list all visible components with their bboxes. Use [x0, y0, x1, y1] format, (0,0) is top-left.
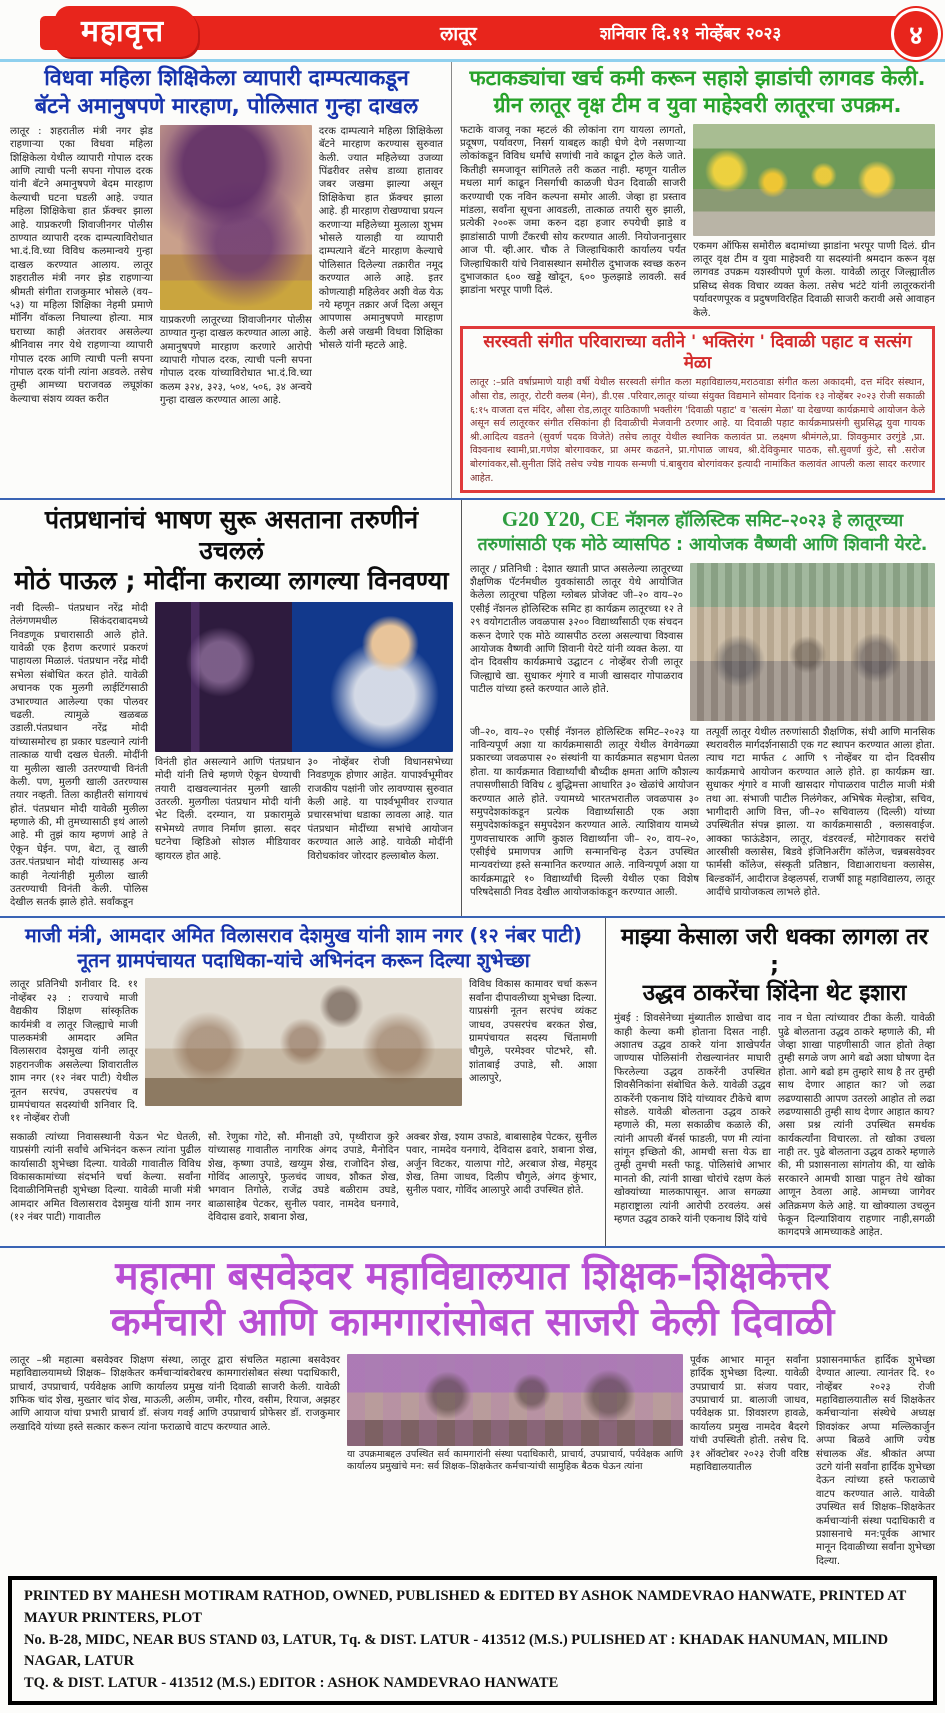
edition-date: शनिवार दि.११ नोव्हेंबर २०२३: [600, 24, 782, 44]
article-modi-speech: [0, 500, 462, 915]
deshmukh-colC: अक्बर शेख, श्याम उफाडे, बाबासाहेब पेटकर, सुनील पवार, नामदेव यनगाये, देविदास ढवारे, शबाना शेख, अर्जुन विटकर, यालापा गोटे, अरबाज शेख, मेहमूद शेख, तिमा जाधव, दिलीप चौगुले, अंगद कुंभार, सुनील पवार, गोविंद आलापुरे आदी उपस्थित होते.: [406, 1131, 597, 1197]
article-g20-summit: [462, 500, 945, 915]
deshmukh-colA: सकाळी त्यांच्या निवासस्थानी येऊन भेट घेतली, याप्रसंगी त्यांनी सर्वांचे अभिनंदन करून त्यांना पुढील कार्यासाठी शुभेच्छा दिल्या. यावेळी गावातील विविध विकासकामांच्या संदर्भाने चर्चा केल्या. सर्वांना दिवाळीनिमित्तही शुभेच्छा दिल्या. यावेळी माजी मंत्री आमदार अमित विलासराव देशमुख यांनी शाम नगर (१२ नंबर पाटी) गावातील: [10, 1131, 201, 1224]
widow-col2: याप्रकरणी लातूरच्या शिवाजीनगर पोलीस ठाण्यात गुन्हा दाखल करण्यात आला आहे. अमानुषपणे मारहाण करणारे आरोपी व्यापारी गोपाल दरक, त्याची पत्नी सपना गोपाल दरक यांच्याविरोधात भा.दं.वि.च्या कलम ३२४, ३२३, ५०४, ५०६, ३४ अन्वये गुन्हा दाखल करण्यात आला आहे.: [159, 314, 312, 407]
page-number-badge: ४: [891, 8, 941, 60]
saraswati-body: लातूर :–प्रति वर्षाप्रमाणे याही वर्षी येथील सरस्वती संगीत कला महाविद्यालय,मराठवाडा संगीत कला अकादमी, दत्त मंदिर संस्थान, औसा रोड, लातूर, रोटरी क्लब (मेन), डी.एस .परिवार,लातूर यांच्या संयुक्त विद्यमाने सोमवार दिनांक १३ नोव्हेंबर २०२३ रोजी सकाळी ६:१५ वाजता दत्त मंदिर, औसा रोड,लातूर याठिकाणी भक्तीरंग 'दिवाळी पहाट' व 'सत्संग मेळा' या देखण्या कार्यक्रमाचे आयोजन केले असून सर्व लातूरकर संगीत रसिकांना ही दिवाळीची मेजवानी ठरणार आहे. या दिवाळी पहाट कार्यक्रमाप्रसंगी सुप्रसिद्ध युवा गायक श्री.आदित्य वडतने (सुवर्ण पदक विजेते) तसेच लातूर येथील स्थानिक कलावंत प्रा. लक्ष्मण श्रीमंगले,प्रा. शिवकुमार उरगुंडे ,प्रा. विश्वनाथ स्वामी,प्रा.गणेश बोरगावकर, प्रा अमर कढतने, प्रा.गोपाळ जाधव, श्री.देविकुमार पाठक, सौ.सुवर्णा कुंटे, सौ .सरोज बोरगांवकर,सौ.सुनीता शिंदे तसेच ज्येष्ठ गायक सन्मणी पं.बाबुराव बोरगांवकर इत्यादी नामांकित कलावंत आपली कला सादर करणार आहेत.: [470, 377, 925, 484]
article-deshmukh-greeting: [0, 918, 606, 1246]
section-top: [0, 62, 945, 500]
article-saraswati-box: [460, 326, 935, 493]
deshmukh-felicitation-photo: [145, 978, 462, 1106]
article-uddhav-warning: [606, 918, 945, 1246]
article-diwali-headline: महात्मा बसवेश्वर महाविद्यालयात शिक्षक-शिक्षकेत्तर कर्मचारी आणि कामगारांसोबत साजरी केली दिवाळी: [110, 1253, 835, 1345]
article-deshmukh-headline: माजी मंत्री, आमदार अमित विलासराव देशमुख यांनी शाम नगर (१२ नंबर पाटी) नूतन ग्रामपंचायत पदाधिका-यांचे अभिनंदन करून दिल्या शुभेच्छा: [24, 923, 583, 973]
deshmukh-col1: लातूर प्रतिनिधी शनीवार दि. ११ नोव्हेंबर २३ : राज्याचे माजी वैद्यकीय शिक्षण सांस्कृतिक कार्यमंत्री व लातूर जिल्ह्याचे माजी पालकमंत्री आमदार अमित विलासराव देशमुख यांनी लातूर शहरानजीक असलेल्या शिवारातील शाम नगर (१२ नंबर पाटी) येथील नूतन सरपंच, उपसरपंच व ग्रामपंचायत सदस्यांची शनिवार दि. ११ नोव्हेंबर रोजी: [10, 979, 138, 1125]
section-middle: [0, 500, 945, 917]
diwali-photo-caption: या उपक्रमाबद्दल उपस्थित सर्व कामगारांनी संस्था पदाधिकारी, प्राचार्य, उपप्राचार्य, पर्यवेक्षक आणि कार्यालय प्रमुखांचे मन: सर्व शिक्षक–शिक्षकेतर कर्मचाऱ्यांची सामुहिक बैठक घेऊन त्यांना: [347, 1448, 683, 1473]
diwali-distribution-photo: [347, 1354, 683, 1446]
widow-col1: लातूर : शहरातील मंत्री नगर झेड राहणाऱ्या एका विधवा महिला शिक्षिकेला येथील व्यापारी गोपाल दरक आणि त्याची पत्नी सपना गोपाल दरक यांनी बॅटने अमानुषपणे बेदम मारहाण केल्याची घटना घडली आहे. ज्यात महिला शिक्षिकेचा हात फ्रॅक्चर झाला आहे. याप्रकरणी शिवाजीनगर पोलीस ठाण्यात व्यापारी दरक दाम्पत्याविरोधात भा.दं.वि.च्या विविध कलमान्वये गुन्हा दाखल करण्यात आलाय. लातूर शहरातील मंत्री नगर झेड राहणाऱ्या श्रीमती संगीता राजकुमार भोसले (वय–५३) या महिला शिक्षिका नेहमी प्रमाणे मॉर्निंग वॉकला निघाल्या होत्या. मात्र घराच्या काही अंतरावर असलेल्या श्रीनिवास नगर येथे राहणाऱ्या व्यापारी गोपाल दरक आणि त्याची पत्नी सपना गोपाल दरक यांनी त्यांना अडवले. तसेच तुम्ही आमच्या घराजवळ लघूशंका केल्याचा संशय व्यक्त करीत: [10, 125, 153, 405]
g20-colB: तत्पूर्वी लातूर येथील तरुणांसाठी शैक्षणिक, संधी आणि मानसिक स्थरावरील मार्गदर्शनासाठी एक गट स्थापन करण्यात आला होता. त्याच गटा मार्फत ८ आणि ९ नोव्हेंबर या दोन दिवसीय कार्यक्रमाचे आयोजन करण्यात आले होते. हा कार्यक्रम खा. सुधाकर शृंगारे व माजी खासदार गोपाळराव पाटील माजी मंत्री तथा आ. संभाजी पाटील निलंगेकर, अभिषेक मेल्होत्रा, सचिव, भागीदारी आणि वित्त, जी–२० सचिवालय (दिल्ली) यांच्या उपस्थितीत संपन्न झाला. या कार्यक्रमासाठी , क्लासवाईज. आक्का फाऊंडेशन, लातूर, वंडरवर्ल्ड, मोटेगावकर सरांचे आरसीसी क्लासेस, बिडवे इंजिनिअरींग कॉलेज, चन्नबसवेश्वर फार्मसी कॉलेज, संस्कृती प्रतिष्ठान, विद्याआराधना क्लासेस, बिल्डकॉर्न, आदीराज डेव्हलपर्स, राजर्षी शाहू महाविद्यालय, लातूर आदींचे प्रायोजकत्व लाभले होते.: [706, 726, 935, 899]
edition-city: लातूर: [440, 23, 477, 45]
assault-injury-photo: [160, 125, 312, 310]
diwali-col3: पूर्वक आभार मानून सर्वांना हार्दिक शुभेच्छा दिल्या. यावेळी उपप्राचार्य प्रा. संजय पवार, उपप्राचार्य प्रा. बालाजी जाधव, पर्यवेक्षक प्रा. शिवशरण हावळे, कार्यालय प्रमुख नामदेव बैदरगे यांची उपस्थिती होती. तसेच दि. ३१ ऑक्टोबर २०२३ रोजी वरिष्ठ महाविद्यालयातील: [690, 1354, 809, 1473]
trees-col1: फटाके वाजवू नका म्हटलं की लोकांना राग यायला लागतो, प्रदूषण, पर्यावरण, निसर्ग याबद्दल काही घेणे देणे नसणाऱ्या लोकांकडून विविध धर्मांचे सणांची नावे काढून ट्रोल केले जाते. कितीही समजावून सांगितले तरी कळत नाही. म्हणून यातील मधला मार्ग काढून निसर्गाची काळजी घेउन दिवाळी साजरी करण्याची एक नविन कल्पना समोर आली. जेव्हा हा प्रस्ताव मांडला, सर्वांना सूचना आवडली, तात्काळ तयारी सुरु झाली, प्रत्येकी २००रू जमा करुन दहा हजार रुपयेची झाडे व झाडांसाठी पाणी टँकरची सोय करण्यात आली. नियोजनानुसार आज पी. व्ही.आर. चौक ते जिल्हाधिकारी कार्यालय पर्यंत जिल्हाधिकारी यांचे निवासस्थान समोरील दुभाजक स्वच्छ करुन दुभाजकात ६०० खड्डे खोदून, ६०० फुलझाडे लावली. सर्व झाडांना भरपूर पाणी दिलं.: [460, 124, 686, 297]
uddhav-col1: मुंबई : शिवसेनेच्या मुंब्यातील शाखेचा वाद काही केल्या कमी होताना दिसत नाही. अशातच उद्धव ठाकरे यांना शाखेपर्यंत जाण्यास पोलिसांनी रोखल्यानंतर माघारी फिरलेल्या उद्धव ठाकरेंनी उपस्थित शिवसैनिकांना संबोधित केले. यावेळी उद्धव ठाकरेंनी एकनाथ शिंदे यांच्यावर टीकेचे बाण सोडले. यावेळी बोलताना उद्धव ठाकरे म्हणाले की, मला सकाळीच कळाले की, त्यांनी आपली बॅनर्स फाडली, पण मी त्यांना सांगून इच्छितो की, आमची सत्ता येऊ द्या तुम्ही तुमची मस्ती फाडू. पोलिसांचे आभार मानतो की, त्यांनी शाखा चोरांचे रक्षण केलं खोक्यांच्या मालकापासून. आज सगळ्या महाराष्ट्राला त्यांनी आरोपी ठरवलंय. असं म्हणत उद्धव ठाकरे यांनी एकनाथ शिंदे यांचे: [614, 1013, 771, 1226]
diwali-col1: लातूर –श्री महात्मा बसवेश्वर शिक्षण संस्था, लातूर द्वारा संचलित महात्मा बसवेश्वर महाविद्यालयामध्ये शिक्षक– शिक्षकेतर कर्मचाऱ्यांबरोबरच कामगारांसोबत संस्था पदाधिकारी, प्राचार्य, उपप्राचार्य, पर्यवेक्षक आणि कार्यालय प्रमुख यांनी दिवाळी साजरी केली. यावेळी शफिक चांद शेख, मुख्तार चांद शेख, माऊली, अलीम, जमीर, गौरव, वसीम, रियाज, अझहर आणि आयाज यांचा प्रभारी प्राचार्य डॉ. संजय गवई आणि उपप्राचार्य प्रोफेसर डॉ. राजकुमार लखादिवे यांच्या हस्ते सत्कार करून त्यांना फराळाचे वाटप करण्यात आले.: [10, 1354, 340, 1433]
g20-headline-prefix: G20 Y20, CE: [501, 507, 620, 532]
widow-col3: दरक दाम्पत्याने महिला शिक्षिकेला बॅटने मारहाण करण्यास सुरुवात केली. ज्यात महिलेच्या उजव्या पिंढरीवर तसेच डाव्या हातावर जबर जखमा झाल्या असून शिक्षिकेचा हात फ्रॅक्चर झाला आहे. ही मारहाण रोखण्याचा प्रयत्न करणाऱ्या महिलेच्या मुलाला शुभम भोसले यालाही या व्यापारी दाम्पत्याने बॅटने मारहाण केल्याचे पोलिसात दिलेल्या तक्रारीत नमूद करण्यात आले आहे. इतर कोणत्याही महिलेवर अशी वेळ येऊ नये म्हणून तक्रार अर्ज दिला असून आपणास अमानुषपणे मारहाण केली असे जखमी विधवा शिक्षिका भोसले यांनी म्हटले आहे.: [318, 125, 443, 352]
uddhav-col2: नाव न घेता त्यांच्यावर टीका केली. यावेळी पुढे बोलताना उद्धव ठाकरे म्हणाले की, मी जेव्हा शाखा पाहणीसाठी जात होतो तेव्हा तुम्ही सगळे जण आगे बढो अशा घोषणा देत होता. आगे बढो हम तुम्हारे साथ है तर तुम्ही साथ देणार आहात का? जो लढा लढण्यासाठी आपण उतरलो आहोत तो लढा लढण्यासाठी तुम्ही साथ देणार आहात काय? असा प्रश्न त्यांनी उपस्थित समर्थक कार्यकर्त्यांना विचारला. तो खोका उचला नाही तर. पुढे बोलताना उद्धव ठाकरे म्हणाले की, मी प्रशासनाला सांगतोय की, या खोके सरकारने आमची शाखा पाहून तेथे खोका आणून ठेवला आहे. आमच्या जागेवर अतिक्रमण केले आहे. या खोक्याला उचलून फेकून दिल्याशिवाय राहणार नाही,सगळी कागदपत्रे आमच्याकडे आहेत.: [778, 1013, 935, 1239]
imprint-box: [8, 1576, 937, 1705]
modi-col1: नवी दिल्ली– पंतप्रधान नरेंद्र मोदी तेलंगणमधील सिकंदराबादमध्ये निवडणूक प्रचारासाठी आले होते. यावेळी एक हैराण करणारं प्रकरणं पाहायला मिळालं. पंतप्रधान नरेंद्र मोदी सभेला संबोधित करत होते. यावेळी अचानक एक मुलगी लाईटिंगसाठी उभारण्यात आलेल्या एका पोलवर चढली. त्यामुळे खळबळ उडाली.पंतप्रधान नरेंद्र मोदी यांच्यासमोरच हा प्रकार घडल्याने त्यांनी तात्काळ याची दखल घेतली. मोदींनी या मुलीला खाली उतरण्याची विनंती केली. पण, मुलगी खाली उतरण्यास तयार नव्हती. तिला काहीतरी सांगायचं होतं. पंतप्रधान मोदी यावेळी मुलीला म्हणाले की, मी तुमच्यासाठी इथं आलो आहे. मी तुझं काय म्हणणं आहे ते ऐकून घेईन. पण, बेटा, तू खाली उतर.पंतप्रधान मोदी यांच्यासह अन्य काही नेत्यांनीही मुलीला खाली उतरण्याची विनंती केली. पोलिस देखील सतर्क झाले होते. सर्वांकडून: [10, 602, 148, 909]
deshmukh-colB: सौ. रेणुका गोटे, सौ. मीनाक्षी उपे, पृथ्वीराज कुरे यांच्यासह गावातील नागरिक अंगद उपाडे, मैनोदिन शेख, कृष्णा उपाडे, खय्युम शेख, राजोदिन शेख, गोविंद आलापुरे, फुलचंद जाधव, शौकत शेख, भगवान तिगोले, राजेंद्र उघडे बळीराम उघडे, बाळासाहेब पेटकर, सुनील पवार, नामदेव घनगावे, देविदास ढवारे, शबाना शेख,: [208, 1131, 399, 1224]
g20-col1: लातूर / प्रतिनिधी : देशात ख्याती प्राप्त असलेल्या लातूरच्या शैक्षणिक पॅटर्नमधील युवकांसाठी लातूर येथे आयोजित केलेला लातूरचा पहिला ग्लोबल प्रोजेक्ट जी–२० वाय–२० एसीई नॅशनल होलिस्टिक समिट हा कार्यक्रम लातूरच्या १२ ते २९ वयोगटातील जवळपास ३२०० विद्यार्थ्यांसाठी एक संचदन करून देणारे एक मोठे व्यासपीठ ठरला असल्याचा विश्वास आयोजक वैष्णवी आणि शिवानी येरटे यांनी व्यक्त केला. या दोन दिवसीय कार्यक्रमाचे उद्घाटन ८ नोव्हेंबर रोजी लातूर जिल्ह्याचे खा. सुधाकर शृंगारे व माजी खासदार गोपाळराव पाटील यांच्या हस्ते करण्यात आले होते.: [470, 563, 683, 696]
trees-col2: एकमग ऑफिस समोरील बदामांच्या झाडांना भरपूर पाणी दिलं. ग्रीन लातूर वृक्ष टीम व युवा माहेश्वरी या सदस्यांनी श्रमदान करून वृक्ष लागवड उपक्रम यशस्वीपणे पूर्ण केला. यावेळी लातूर जिल्ह्यातील प्रसिध्द सेवक विचार व्यक्त केला. तसेच भटंटे यांनी लातूरकरांनी पर्यावरणपूरक व प्रदुषणविरहित दिवाळी साजरी करावी असे आवाहन केले.: [693, 240, 935, 319]
deshmukh-col2: विविध विकास कामावर चर्चा करून सर्वांना दीपावलीच्या शुभेच्छा दिल्या. याप्रसंगी नूतन सरपंच व्यंकट जाधव, उपसरपंच बरकत शेख, ग्रामपंचायत सदस्य चिंतामणी चौगुले, परमेश्वर पोटभरे, सौ. शांताबाई उपाडे, सौ. आशा आलापुरे,: [469, 979, 597, 1085]
article-diwali-celebration: [0, 1248, 945, 1572]
article-trees-headline: फटाकड्यांचा खर्च कमी करून सहाशे झाडांची लागवड केली. ग्रीन लातूर वृक्ष टीम व युवा माहेश्वरी लातूरचा उपक्रम.: [469, 66, 926, 118]
article-widow-assault: [0, 62, 452, 498]
article-g20-headline: G20 Y20, CE नॅशनल हॉलिस्टिक समिट–२०२३ हे लातूरच्या तरुणांसाठी एक मोठे व्यासपिठ : आयोजक वैष्णवी आणि शिवानी येरटे.: [477, 507, 928, 555]
masthead-header: [0, 0, 945, 62]
section-lower: [0, 918, 945, 1248]
saraswati-headline: सरस्वती संगीत परिवाराच्या वतीने ' भक्तिरंग ' दिवाळी पहाट व सत्संग मेळा: [483, 331, 912, 374]
masthead-title: महावृत्त: [55, 6, 198, 57]
modi-colA: विनंती होत असल्याने आणि पंतप्रधान मोदी यांनी तिचे म्हणणे ऐकून घेण्याची तयारी दाखवल्यानंतर मुलगी खाली उतरली. मुलगीला पंतप्रधान मोदी यांनी भेट दिली. दरम्यान, या प्रकारामुळे सभेमध्ये तणाव निर्माण झाला. सदर घटनेचा व्हिडिओ सोशल मीडियावर व्हायरल होत आहे.: [155, 756, 301, 862]
g20-crowd-photo: [690, 563, 935, 721]
imprint-line-2: No. B-28, MIDC, NEAR BUS STAND 03, LATUR, Tq. & DIST. LATUR - 413512 (M.S.) PULISHED AT : KHADAK HANUMAN, MILIND NAGAR, LATUR: [24, 1631, 889, 1670]
article-tree-plantation: [452, 62, 945, 498]
g20-colA: जी–२०, वाय–२० एसीई नॅशनल होलिस्टिक समिट–२०२३ या नाविन्यपूर्ण अशा या कार्यक्रमासाठी लातूर येथील वेगवेगळ्या प्रकारच्या जवळपास २० संस्थांनी या कार्यक्रमात सहभाग घेतला होता. या कार्यक्रमात विद्यार्थ्यांची बौध्दीक क्षमता आणि कौशल्य तपासणीसाठी विविध ८ बुद्धिमत्ता आधारित ३० खेळांचे आयोजन करण्यात आले होते. ज्यामध्ये भारतभरातील जवळपास ३० समुपदेशकांकडून प्रत्येक विद्यार्थ्यासाठी एक अशा समुपदेशकांकडून समुपदेशन करण्यात आले. त्याशिवाय यामध्ये गुणवत्ताधारक आणि कुशल विद्यार्थ्यांना जी– २०, वाय–२०, एसीईचे प्रमाणपत्र आणि सन्मानचिन्ह देऊन उपस्थित मान्यवरांच्या हस्ते सन्मानित करण्यात आले. नाविन्यपूर्ण अशा या कार्यक्रमाद्वारे १० विद्यार्थ्यांची दिल्ली येथील एका विशेष परिषदेसाठी निवड देखील आयोजकांकडून करण्यात आली.: [470, 726, 699, 899]
imprint-line-1: PRINTED BY MAHESH MOTIRAM RATHOD, OWNED, PUBLISHED & EDITED BY ASHOK NAMDEVRAO HANWATE, PRINTED AT MAYUR PRINTERS, PLOT: [24, 1588, 907, 1626]
article-uddhav-headline: माझ्या केसाला जरी धक्का लागला तर ; उद्धव ठाकरेंचा शिंदेना थेट इशारा: [620, 923, 929, 1007]
modi-rally-photo: [155, 602, 453, 752]
article-modi-headline: पंतप्रधानांचं भाषण सुरू असताना तरुणीनं उचललं मोठं पाऊल ; मोदींना कराव्या लागल्या विनवण्या: [14, 505, 449, 596]
tree-plantation-photo: [693, 124, 935, 236]
article-widow-headline: विधवा महिला शिक्षिकेला व्यापारी दाम्पत्याकडून बॅटने अमानुषपणे मारहाण, पोलिसात गुन्हा दाखल: [34, 66, 419, 119]
modi-colB: ३० नोव्हेंबर रोजी विधानसभेच्या निवडणूक होणार आहेत. यापार्श्वभूमीवर राजकीय पक्षांनी जोर लावण्यास सुरुवात केली आहे. या पार्श्वभूमीवर राज्यात प्रचारसभांचा धडाका लावला आहे. यात पंतप्रधान मोदींच्या सभांचे आयोजन करण्यात आले आहे. यावेळी मोदींनी विरोधकांवर जोरदार हल्लाबोल केला.: [307, 756, 453, 862]
diwali-col4: प्रशासनमार्फत हार्दिक शुभेच्छा देण्यात आल्या. त्यानंतर दि. १० नोव्हेंबर २०२३ रोजी महाविद्यालयातील सर्व शिक्षकेतर कर्मचाऱ्यांना संस्थेचे अध्यक्ष शिवशंकर अप्पा मल्लिकार्जुन अप्पा बिळवे आणि ज्येष्ठ संचालक ॲड. श्रीकांत अप्पा उटगे यांनी सर्वांना हार्दिक शुभेच्छा देऊन त्यांच्या हस्ते फराळाचे वाटप करण्यात आले. यावेळी उपस्थित सर्व शिक्षक–शिक्षकेतर कर्मचाऱ्यांनी संस्था पदाधिकारी व प्रशासनाचे मन:पूर्वक आभार मानून दिवाळीच्या सर्वांना शुभेच्छा दिल्या.: [816, 1354, 935, 1567]
imprint-line-3: TQ. & DIST. LATUR - 413512 (M.S.) EDITOR : ASHOK NAMDEVRAO HANWATE: [24, 1675, 559, 1692]
